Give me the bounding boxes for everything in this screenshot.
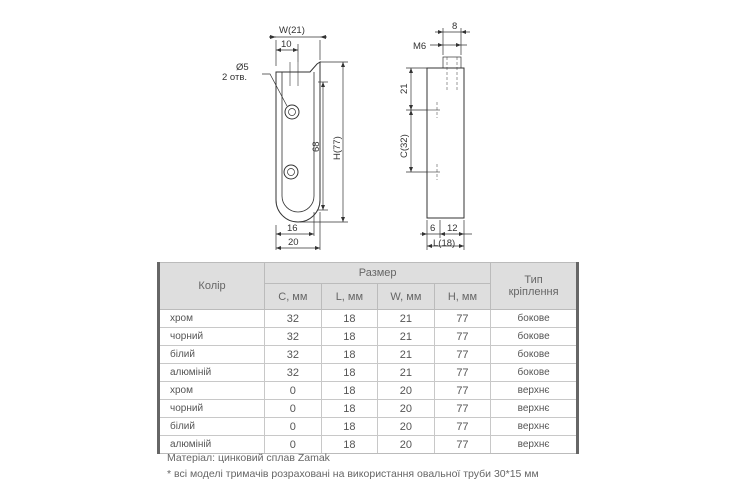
cell-h: 77 bbox=[434, 364, 491, 382]
table-row bbox=[159, 400, 578, 418]
cell-l: 18 bbox=[321, 382, 378, 400]
cell-w: 20 bbox=[378, 382, 435, 400]
header-w: W, мм bbox=[378, 284, 435, 310]
header-size: Размер bbox=[265, 263, 491, 284]
table-row bbox=[159, 418, 578, 436]
dim-10-label: 10 bbox=[281, 39, 292, 50]
cell-l: 18 bbox=[321, 328, 378, 346]
lower-hole bbox=[284, 165, 298, 179]
cell-l: 18 bbox=[321, 346, 378, 364]
c-label: C(32) bbox=[399, 134, 410, 158]
header-mount-type-line1: Тип bbox=[524, 274, 543, 286]
table-row bbox=[159, 436, 578, 454]
cell-mount: верхнє bbox=[491, 418, 578, 436]
cell-l: 18 bbox=[321, 436, 378, 454]
table-row bbox=[159, 382, 578, 400]
cell-color: алюміній bbox=[159, 436, 265, 454]
cell-w: 20 bbox=[378, 418, 435, 436]
cell-l: 18 bbox=[321, 418, 378, 436]
dim-21-label: 21 bbox=[399, 83, 410, 94]
side-view-labels bbox=[399, 21, 458, 249]
header-l: L, мм bbox=[321, 284, 378, 310]
cell-color: чорний bbox=[159, 400, 265, 418]
spec-table bbox=[157, 262, 579, 454]
cell-h: 77 bbox=[434, 346, 491, 364]
upper-hole bbox=[285, 105, 299, 119]
dim-8-label: 8 bbox=[452, 21, 458, 32]
cell-c: 32 bbox=[265, 364, 322, 382]
cell-h: 77 bbox=[434, 328, 491, 346]
front-view-hook bbox=[282, 72, 314, 212]
cell-color: чорний bbox=[159, 328, 265, 346]
table-row bbox=[159, 346, 578, 364]
footnote: * всі моделі тримачів розраховані на використання овальної труби 30*15 мм bbox=[167, 468, 539, 480]
cell-c: 0 bbox=[265, 382, 322, 400]
side-view-dimensions bbox=[406, 28, 472, 250]
cell-mount: бокове bbox=[491, 346, 578, 364]
length-label: L(18) bbox=[433, 238, 456, 249]
header-c: C, мм bbox=[265, 284, 322, 310]
front-view-labels bbox=[222, 25, 343, 248]
cell-w: 21 bbox=[378, 346, 435, 364]
header-h: H, мм bbox=[434, 284, 491, 310]
height-label: H(77) bbox=[332, 136, 343, 160]
cell-w: 21 bbox=[378, 364, 435, 382]
material-note: Матеріал: цинковий сплав Zamak bbox=[167, 452, 330, 464]
cell-mount: верхнє bbox=[491, 436, 578, 454]
cell-mount: бокове bbox=[491, 364, 578, 382]
cell-color: алюміній bbox=[159, 364, 265, 382]
hole-diameter-label: Ø5 bbox=[236, 62, 249, 73]
hole-count-label: 2 отв. bbox=[222, 72, 248, 83]
cell-h: 77 bbox=[434, 400, 491, 418]
cell-c: 32 bbox=[265, 328, 322, 346]
cell-mount: бокове bbox=[491, 310, 578, 328]
dim-12-label: 12 bbox=[447, 223, 458, 234]
cell-color: білий bbox=[159, 346, 265, 364]
cell-color: білий bbox=[159, 418, 265, 436]
side-view bbox=[427, 57, 464, 218]
thread-label: M6 bbox=[413, 41, 427, 52]
cell-h: 77 bbox=[434, 436, 491, 454]
cell-l: 18 bbox=[321, 364, 378, 382]
width-label: W(21) bbox=[279, 25, 305, 36]
cell-h: 77 bbox=[434, 382, 491, 400]
cell-mount: верхнє bbox=[491, 382, 578, 400]
header-color: Колір bbox=[159, 263, 265, 310]
cell-h: 77 bbox=[434, 310, 491, 328]
cell-mount: верхнє bbox=[491, 400, 578, 418]
table-row bbox=[159, 328, 578, 346]
cell-c: 0 bbox=[265, 436, 322, 454]
table-row bbox=[159, 364, 578, 382]
cell-w: 20 bbox=[378, 400, 435, 418]
dim-6-label: 6 bbox=[430, 223, 436, 234]
cell-c: 0 bbox=[265, 400, 322, 418]
cell-l: 18 bbox=[321, 310, 378, 328]
header-mount-type-line2: кріплення bbox=[508, 286, 559, 298]
cell-h: 77 bbox=[434, 418, 491, 436]
cell-c: 32 bbox=[265, 346, 322, 364]
cell-color: хром bbox=[159, 310, 265, 328]
cell-w: 20 bbox=[378, 436, 435, 454]
cell-c: 32 bbox=[265, 310, 322, 328]
cell-color: хром bbox=[159, 382, 265, 400]
dim-16-label: 16 bbox=[287, 223, 298, 234]
cell-w: 21 bbox=[378, 310, 435, 328]
cell-mount: бокове bbox=[491, 328, 578, 346]
dim-68-label: 68 bbox=[311, 141, 322, 152]
cell-l: 18 bbox=[321, 400, 378, 418]
dim-20-label: 20 bbox=[288, 237, 299, 248]
side-view-outline bbox=[427, 68, 464, 218]
header-mount-type bbox=[491, 263, 578, 310]
cell-w: 21 bbox=[378, 328, 435, 346]
side-view-arrows bbox=[409, 30, 466, 248]
table-row bbox=[159, 310, 578, 328]
cell-c: 0 bbox=[265, 418, 322, 436]
